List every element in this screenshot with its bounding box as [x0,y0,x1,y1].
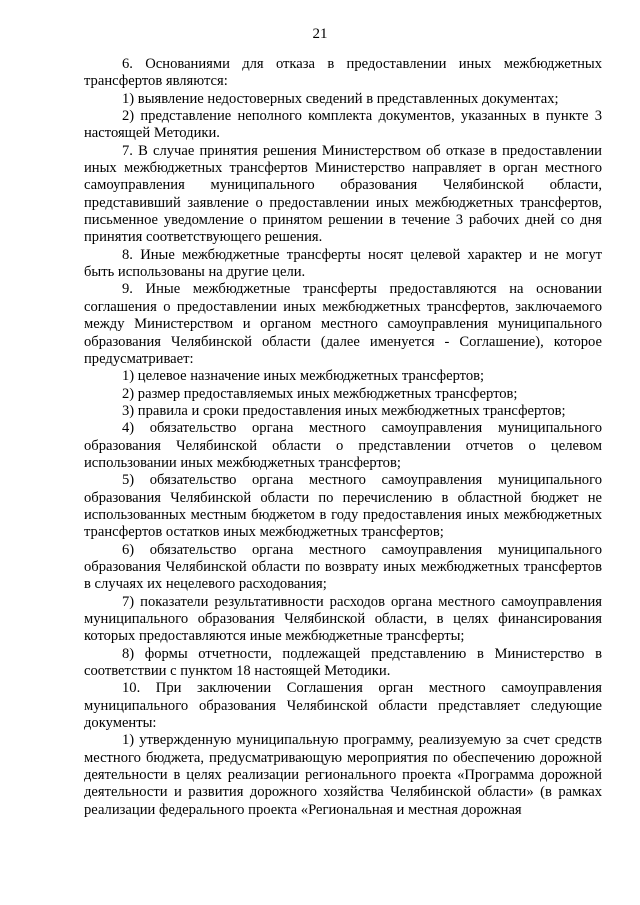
paragraph-6-item-2: 2) представление неполного комплекта документов, указанных в пункте 3 настоящей Методики. [84,108,602,142]
paragraph-6: 6. Основаниями для отказа в предоставлении иных межбюджетных трансфертов являются: [84,56,602,90]
paragraph-9-item-4: 4) обязательство органа местного самоуправления муниципального образования Челябинской области о представлении отчетов о целевом использовании иных межбюджетных трансфертов; [84,420,602,471]
paragraph-9-item-8: 8) формы отчетности, подлежащей представлению в Министерство в соответствии с пунктом 18 настоящей Методики. [84,645,602,680]
paragraph-9-item-1: 1) целевое назначение иных межбюджетных трансфертов; [122,368,485,385]
paragraph-9-item-7: 7) показатели результативности расходов органа местного самоуправления муниципального образования Челябинской области, в целях финансирования которых предоставляются иные межбюджетные трансферты; [84,593,602,645]
paragraph-9: 9. Иные межбюджетные трансферты предоставляются на основании соглашения о предоставлении иных межбюджетных трансфертов, заключаемого между Министерством и органом местного самоуправления муниципального образования Челябинской области (далее именуется - Соглашение), которое предусматривает: [84,281,602,367]
paragraph-9-item-5: 5) обязательство органа местного самоуправления муниципального образования Челябинской области по перечислению в областной бюджет не использованных местным бюджетом в году предоставления иных межбюджетных трансфертов остатков иных межбюджетных трансфертов; [84,472,602,541]
paragraph-9-item-2: 2) размер предоставляемых иных межбюджетных трансфертов; [122,385,518,402]
paragraph-6-item-1: 1) выявление недостоверных сведений в представленных документах; [122,90,559,107]
paragraph-9-item-3: 3) правила и сроки предоставления иных межбюджетных трансфертов; [122,402,566,419]
page-number: 21 [312,26,328,42]
paragraph-7: 7. В случае принятия решения Министерством об отказе в предоставлении иных межбюджетных трансфертов Министерство направляет в орган местного самоуправления муниципального образования Челябинской области, представивший заявление о предоставлении иных межбюджетных трансфертов, письменное уведомление о принятом решении в течение 3 рабочих дней со дня принятия соответствующего решения. [84,142,602,246]
paragraph-9-item-6: 6) обязательство органа местного самоуправления муниципального образования Челябинской области по возврату иных межбюджетных трансфертов в случаях их нецелевого расходования; [84,541,602,593]
document-body [84,56,602,819]
paragraph-8: 8. Иные межбюджетные трансферты носят целевой характер и не могут быть использованы на другие цели. [84,246,602,281]
paragraph-10-item-1: 1) утвержденную муниципальную программу, реализуемую за счет средств местного бюджета, предусматривающую мероприятия по обеспечению дорожной деятельности в целях реализации регионального проекта «Программа дорожной деятельности и развития дорожного хозяйства Челябинской области» (в рамках реализации федерального проекта «Региональная и местная дорожная [84,732,602,818]
paragraph-10: 10. При заключении Соглашения орган местного самоуправления муниципального образования Челябинской области представляет следующие документы: [84,680,602,732]
